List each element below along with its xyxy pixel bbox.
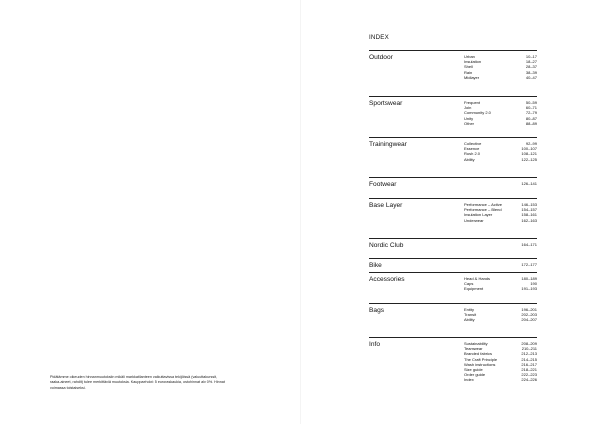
entry-label: Underwear — [464, 217, 484, 223]
entry-label: Midlayer — [464, 74, 480, 80]
section-items — [464, 341, 537, 383]
entry-pages: 146–153 — [521, 202, 537, 207]
entry-pages: 60–71 — [525, 105, 537, 111]
index-section — [369, 238, 537, 258]
entry-pages: 40–47 — [525, 74, 537, 80]
legal-notice: Pidätämme oikeuden hinnanmuutoksiin mikäli markkatilanteen vaikuttavissa tekijöissä (valuuttakurssit, raaka-aineet, rahdit) tulee merkittäviä muutoksia. Kauppaehdot: 5 euroraskaukia, ostohinnat alv 0%. Hinnat voimassa toistaiseksi. — [50, 375, 225, 390]
section-items — [464, 262, 537, 267]
index-entry — [464, 317, 537, 322]
section-name: Trainingwear — [369, 141, 407, 148]
entry-label: Head & Hands — [464, 276, 491, 281]
index-entry — [464, 377, 537, 382]
entry-pages: 224–226 — [521, 377, 537, 383]
entry-pages: 202–203 — [521, 312, 537, 318]
page-spine — [300, 0, 301, 424]
section-name: Bike — [369, 262, 382, 269]
entry-label: Equipment — [464, 286, 484, 292]
index-section — [369, 198, 537, 238]
section-name: Sportswear — [369, 100, 403, 107]
entry-label: Insulation — [464, 59, 482, 65]
section-items — [464, 202, 537, 223]
entry-label: Size guide — [464, 366, 483, 372]
entry-label: Rain — [464, 69, 473, 75]
index-entry — [464, 75, 537, 80]
section-name: Base Layer — [369, 202, 403, 209]
entry-label: Urban — [464, 54, 475, 59]
entry-pages: 122–125 — [521, 156, 537, 162]
entry-label: Community 2.0 — [464, 110, 491, 116]
index-entry — [464, 181, 537, 186]
index-section — [369, 50, 537, 96]
section-items — [464, 276, 537, 292]
entry-pages: 204–207 — [521, 317, 537, 323]
entry-pages: 100–107 — [521, 146, 537, 152]
section-items — [464, 307, 537, 323]
section-name: Footwear — [369, 181, 397, 188]
index-entry — [464, 242, 537, 247]
entry-pages: 190 — [530, 281, 537, 287]
entry-label: Ability — [464, 317, 475, 323]
entry-pages: 212–213 — [521, 351, 537, 357]
entry-label: Sustainability — [464, 341, 488, 346]
section-items — [464, 141, 537, 162]
entry-pages: 92–99 — [525, 141, 537, 146]
index-entry — [464, 286, 537, 291]
entry-pages: 214–215 — [521, 356, 537, 362]
entry-pages: 126–141 — [521, 181, 537, 186]
entry-label: Branded fabrics — [464, 351, 493, 357]
index-section — [369, 177, 537, 198]
entry-pages: 216–217 — [521, 361, 537, 367]
section-items — [464, 54, 537, 80]
entry-label: Collective — [464, 141, 482, 146]
entry-pages: 38–39 — [525, 69, 537, 75]
section-name: Accessories — [369, 276, 405, 283]
section-name: Info — [369, 341, 380, 348]
entry-label: Performance – Blend — [464, 207, 502, 213]
entry-label: Shell — [464, 64, 473, 70]
index-section — [369, 258, 537, 272]
entry-label: Caps — [464, 281, 474, 287]
index-entry — [464, 157, 537, 162]
entry-label: Rush 2.0 — [464, 151, 481, 157]
entry-label: Unity — [464, 115, 474, 121]
entry-pages: 88–89 — [525, 120, 537, 126]
entry-label: Entity — [464, 307, 475, 312]
section-name: Nordic Club — [369, 242, 404, 249]
entry-label: Performance – Active — [464, 202, 503, 207]
entry-pages: 28–37 — [525, 64, 537, 70]
entry-pages: 191–193 — [521, 286, 537, 292]
entry-label: Wash instructions — [464, 361, 496, 367]
index-title: INDEX — [369, 34, 389, 41]
entry-label: Teamwear — [464, 346, 483, 352]
entry-pages: 80–87 — [525, 115, 537, 121]
entry-pages: 18–27 — [525, 59, 537, 65]
entry-label: Transit — [464, 312, 477, 318]
entry-label: The Craft Principle — [464, 356, 498, 362]
section-items — [464, 181, 537, 186]
entry-label: Join — [464, 105, 472, 111]
index-entry — [464, 121, 537, 126]
index-entry — [464, 218, 537, 223]
section-name: Outdoor — [369, 54, 393, 61]
entry-label: Essence — [464, 146, 480, 152]
index-section — [369, 96, 537, 137]
entry-pages: 180–189 — [521, 276, 537, 281]
entry-label: Order guide — [464, 372, 486, 378]
entry-pages: 218–221 — [521, 366, 537, 372]
entry-pages: 154–157 — [521, 207, 537, 213]
entry-label: Index — [464, 377, 474, 383]
entry-pages: 72–79 — [525, 110, 537, 116]
section-items — [464, 242, 537, 247]
section-items — [464, 100, 537, 126]
entry-label: Other — [464, 120, 475, 126]
entry-pages: 108–121 — [521, 151, 537, 157]
entry-pages: 10–17 — [525, 54, 537, 59]
entry-pages: 50–59 — [525, 100, 537, 105]
entry-pages: 208–209 — [521, 341, 537, 346]
entry-pages: 172–177 — [521, 262, 537, 267]
index-section — [369, 303, 537, 337]
index-sections — [369, 50, 537, 398]
index-section — [369, 272, 537, 303]
index-section — [369, 337, 537, 398]
entry-pages: 222–223 — [521, 372, 537, 378]
entry-label: Frequent — [464, 100, 481, 105]
index-entry — [464, 262, 537, 267]
section-name: Bags — [369, 307, 385, 314]
entry-pages: 210–211 — [521, 346, 537, 352]
entry-label: Insulation Layer — [464, 212, 493, 218]
entry-pages: 158–161 — [521, 212, 537, 218]
entry-pages: 162–163 — [521, 217, 537, 223]
entry-pages: 164–171 — [521, 242, 537, 247]
index-section — [369, 137, 537, 177]
entry-label: Ability — [464, 156, 475, 162]
entry-pages: 196–201 — [521, 307, 537, 312]
